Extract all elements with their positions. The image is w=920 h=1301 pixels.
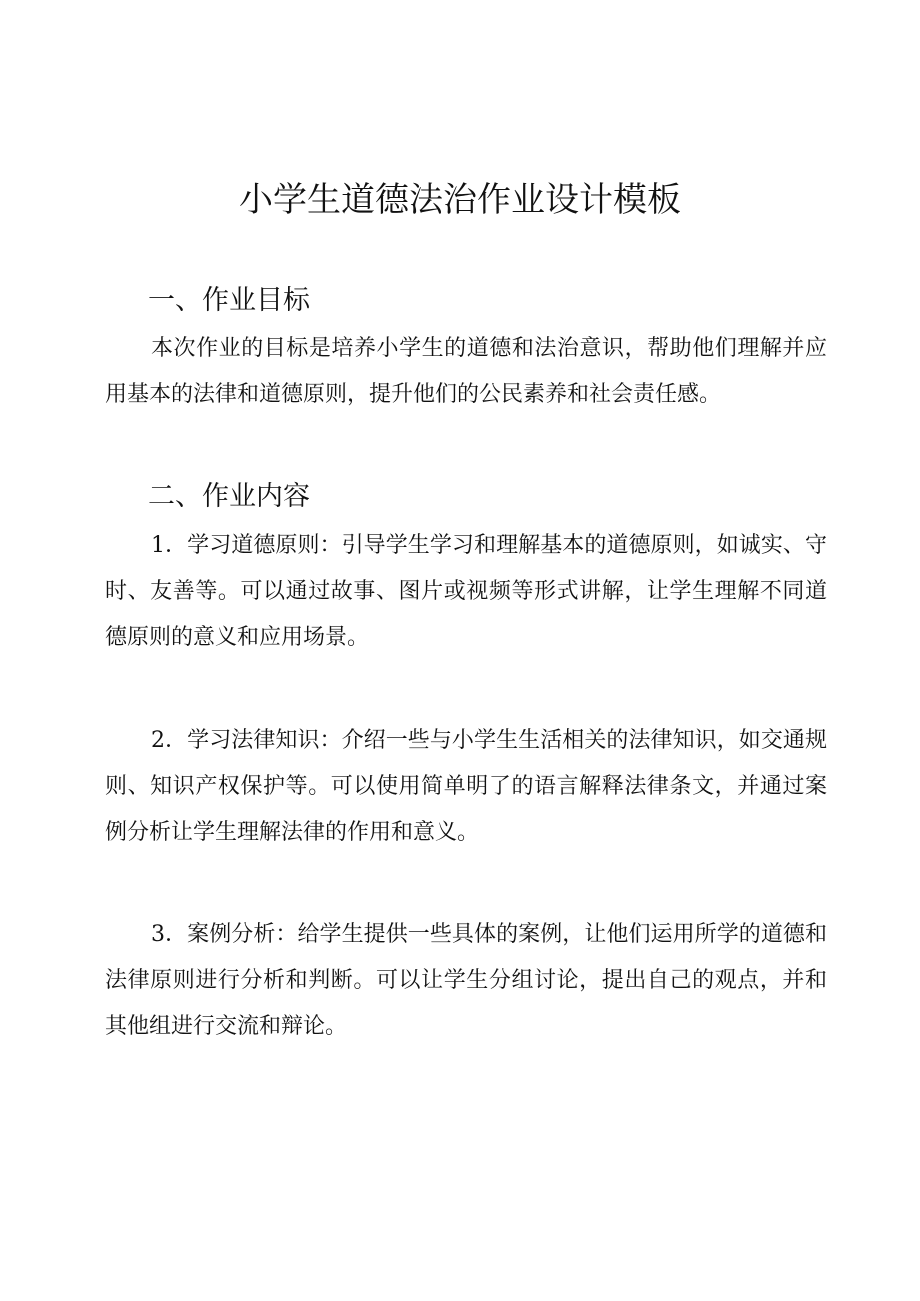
content-item-2: 2．学习法律知识：介绍一些与小学生生活相关的法律知识，如交通规则、知识产权保护等。可以使用简单明了的语言解释法律条文，并通过案例分析让学生理解法律的作用和意义。	[105, 728, 827, 845]
content-item-1: 1．学习道德原则：引导学生学习和理解基本的道德原则，如诚实、守时、友善等。可以通过故事、图片或视频等形式讲解，让学生理解不同道德原则的意义和应用场景。	[105, 533, 827, 650]
content-item-3: 3．案例分析：给学生提供一些具体的案例，让他们运用所学的道德和法律原则进行分析和判断。可以让学生分组讨论，提出自己的观点，并和其他组进行交流和辩论。	[105, 922, 827, 1039]
goal-paragraph: 本次作业的目标是培养小学生的道德和法治意识，帮助他们理解并应用基本的法律和道德原则，提升他们的公民素养和社会责任感。	[105, 336, 827, 407]
section-heading-content: 二、作业内容	[148, 481, 310, 512]
document-title: 小学生道德法治作业设计模板	[239, 180, 681, 220]
section-heading-goal: 一、作业目标	[148, 285, 310, 316]
